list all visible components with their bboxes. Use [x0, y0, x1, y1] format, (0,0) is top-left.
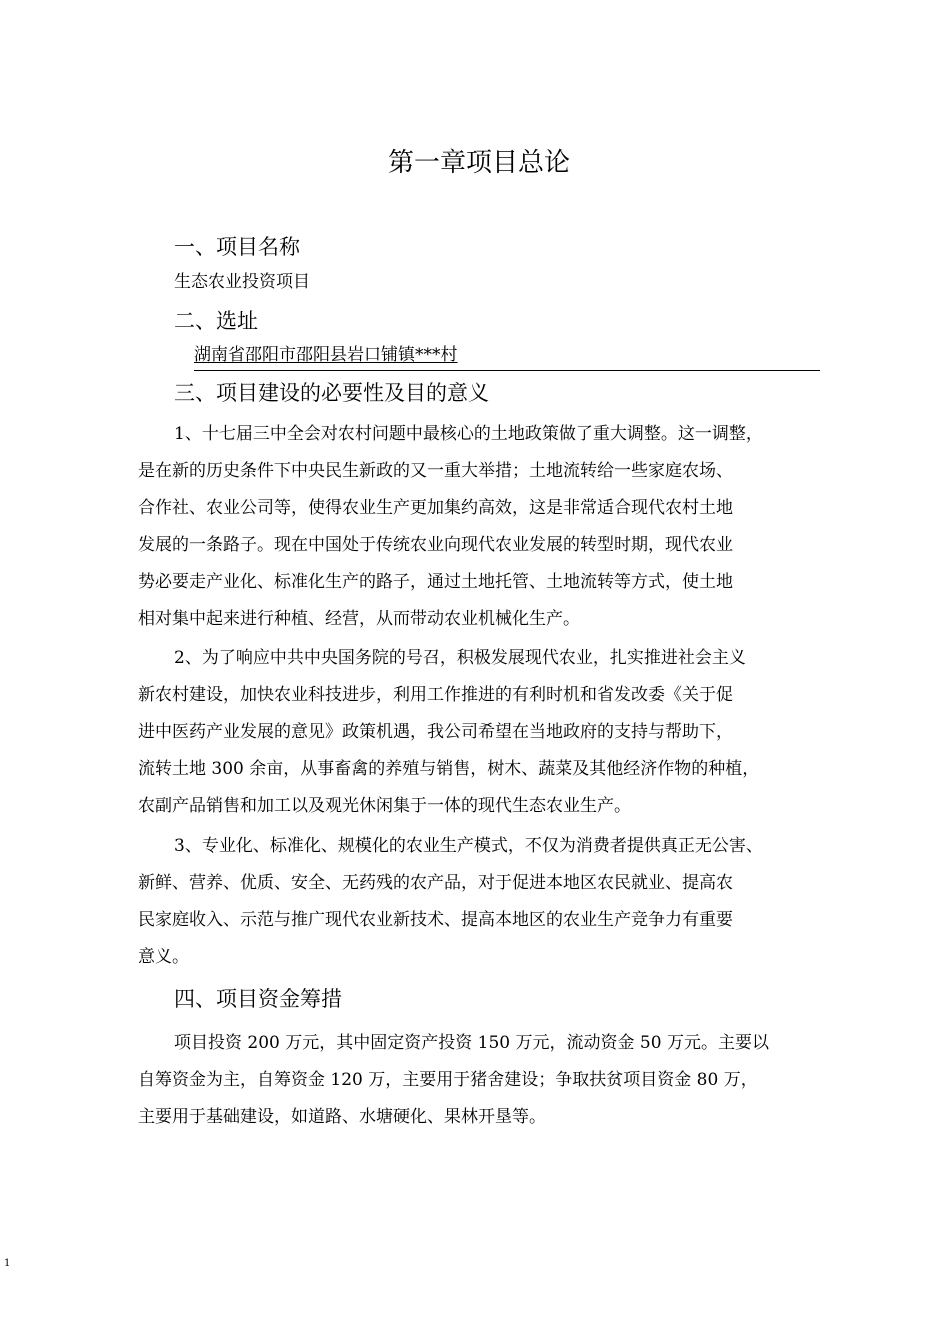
- paragraph-line: 新农村建设，加快农业科技进步，利用工作推进的有利时机和省发改委《关于促: [138, 685, 733, 705]
- paragraph-line: 进中医药产业发展的意见》政策机遇，我公司希望在当地政府的支持与帮助下，: [138, 722, 733, 742]
- paragraph-line: 主要用于基础建设，如道路、水塘硬化、果林开垦等。: [138, 1107, 546, 1127]
- paragraph-line: 民家庭收入、示范与推广现代农业新技术、提高本地区的农业生产竞争力有重要: [138, 910, 733, 930]
- section-heading-necessity: 三、项目建设的必要性及目的意义: [174, 381, 489, 405]
- page-number: 1: [4, 1258, 11, 1269]
- address-underline-field: [194, 342, 820, 371]
- paragraph-line: 3、专业化、标准化、规模化的农业生产模式，不仅为消费者提供真正无公害、: [174, 836, 763, 856]
- paragraph-line: 合作社、农业公司等，使得农业生产更加集约高效，这是非常适合现代农村土地: [138, 498, 733, 518]
- paragraph-line: 项目投资 200 万元，其中固定资产投资 150 万元，流动资金 50 万元。主要以: [174, 1033, 769, 1053]
- section-heading-location: 二、选址: [174, 309, 258, 333]
- paragraph-line: 相对集中起来进行种植、经营，从而带动农业机械化生产。: [138, 609, 580, 629]
- paragraph-line: 新鲜、营养、优质、安全、无药残的农产品，对于促进本地区农民就业、提高农: [138, 873, 733, 893]
- paragraph-line: 农副产品销售和加工以及观光休闲集于一体的现代生态农业生产。: [138, 796, 631, 816]
- paragraph-line: 发展的一条路子。现在中国处于传统农业向现代农业发展的转型时期，现代农业: [138, 535, 733, 555]
- project-name-text: 生态农业投资项目: [174, 272, 310, 292]
- paragraph-line: 自筹资金为主，自筹资金 120 万，主要用于猪舍建设；争取扶贫项目资金 80 万，: [138, 1070, 758, 1090]
- paragraph-line: 意义。: [138, 947, 189, 967]
- section-heading-project-name: 一、项目名称: [174, 235, 300, 259]
- location-address: 湖南省邵阳市邵阳县岩口铺镇***村: [194, 345, 458, 365]
- paragraph-line: 流转土地 300 余亩，从事畜禽的养殖与销售，树木、蔬菜及其他经济作物的种植，: [138, 759, 760, 779]
- paragraph-line: 2、为了响应中共中央国务院的号召，积极发展现代农业，扎实推进社会主义: [174, 648, 746, 668]
- chapter-title: 第一章项目总论: [387, 148, 570, 178]
- paragraph-line: 势必要走产业化、标准化生产的路子，通过土地托管、土地流转等方式，使土地: [138, 572, 733, 592]
- paragraph-line: 1、十七届三中全会对农村问题中最核心的土地政策做了重大调整。这一调整，: [174, 424, 763, 444]
- section-heading-funding: 四、项目资金筹措: [174, 987, 342, 1011]
- paragraph-line: 是在新的历史条件下中央民生新政的又一重大举措；土地流转给一些家庭农场、: [138, 461, 733, 481]
